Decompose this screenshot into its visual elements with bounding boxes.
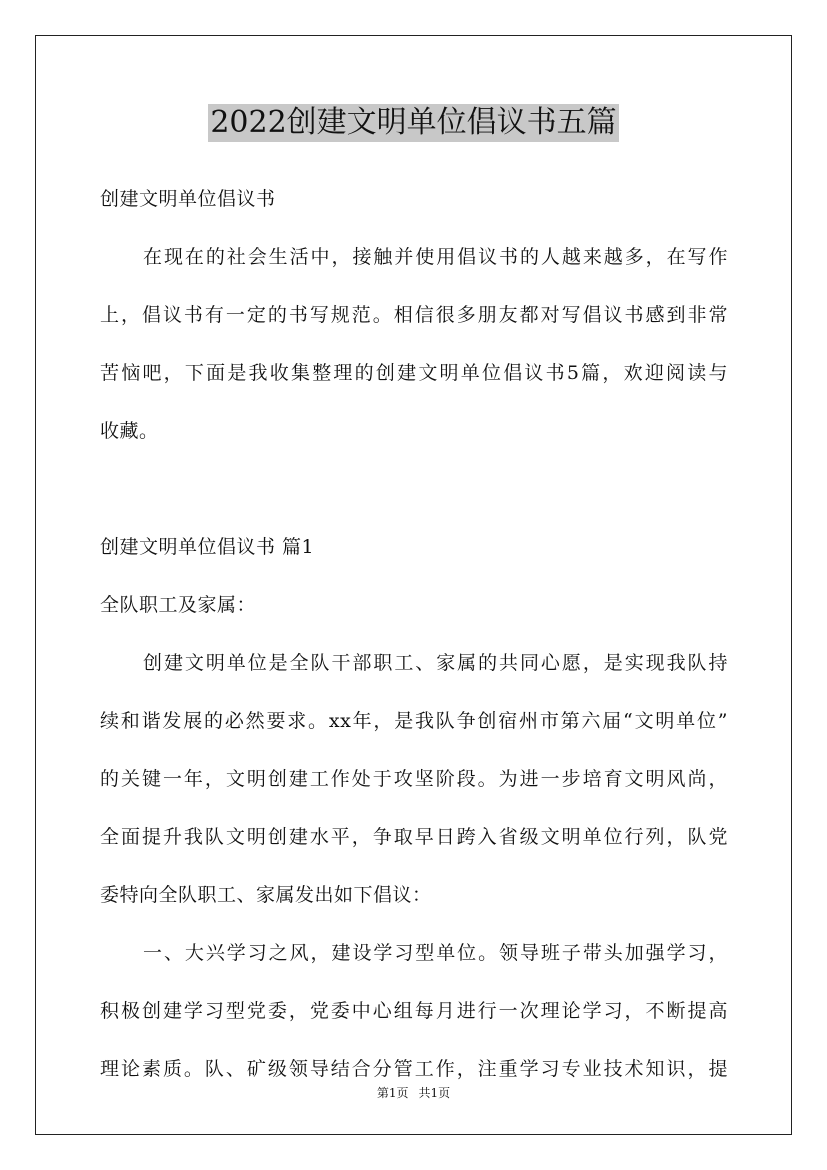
section-heading: 创建文明单位倡议书 篇1 — [100, 536, 315, 558]
page-number: 第1页 — [376, 1086, 409, 1100]
document-body — [100, 170, 728, 1098]
paragraph-spacer — [100, 460, 728, 518]
para2-line-1: 一、大兴学习之风，建设学习型单位。领导班子带头加强学习， — [143, 942, 728, 964]
para1-line-5: 委特向全队职工、家属发出如下倡议： — [100, 884, 432, 906]
intro-line-2: 上，倡议书有一定的书写规范。相信很多朋友都对写倡议书感到非常 — [100, 304, 728, 326]
para2-line-3: 理论素质。队、矿级领导结合分管工作，注重学习专业技术知识，提 — [100, 1058, 728, 1080]
title-wrap — [0, 104, 827, 142]
para1-line-4: 全面提升我队文明创建水平，争取早日跨入省级文明单位行列，队党 — [100, 826, 728, 848]
para1-line-1: 创建文明单位是全队干部职工、家属的共同心愿，是实现我队持 — [143, 652, 728, 674]
intro-line-3: 苦恼吧，下面是我收集整理的创建文明单位倡议书5篇，欢迎阅读与 — [100, 362, 728, 384]
heading: 创建文明单位倡议书 — [100, 188, 276, 210]
para1-line-2: 续和谐发展的必然要求。xx年，是我队争创宿州市第六届“文明单位” — [100, 710, 728, 732]
intro-line-4: 收藏。 — [100, 420, 159, 442]
document-title: 2022创建文明单位倡议书五篇 — [210, 105, 617, 140]
para2-line-2: 积极创建学习型党委，党委中心组每月进行一次理论学习，不断提高 — [100, 1000, 728, 1022]
para1-line-3: 的关键一年，文明创建工作处于攻坚阶段。为进一步培育文明风尚， — [100, 768, 728, 790]
page-total: 共1页 — [418, 1086, 451, 1100]
page-footer — [0, 1085, 827, 1101]
salutation: 全队职工及家属： — [100, 594, 257, 616]
intro-line-1: 在现在的社会生活中，接触并使用倡议书的人越来越多，在写作 — [143, 246, 728, 268]
